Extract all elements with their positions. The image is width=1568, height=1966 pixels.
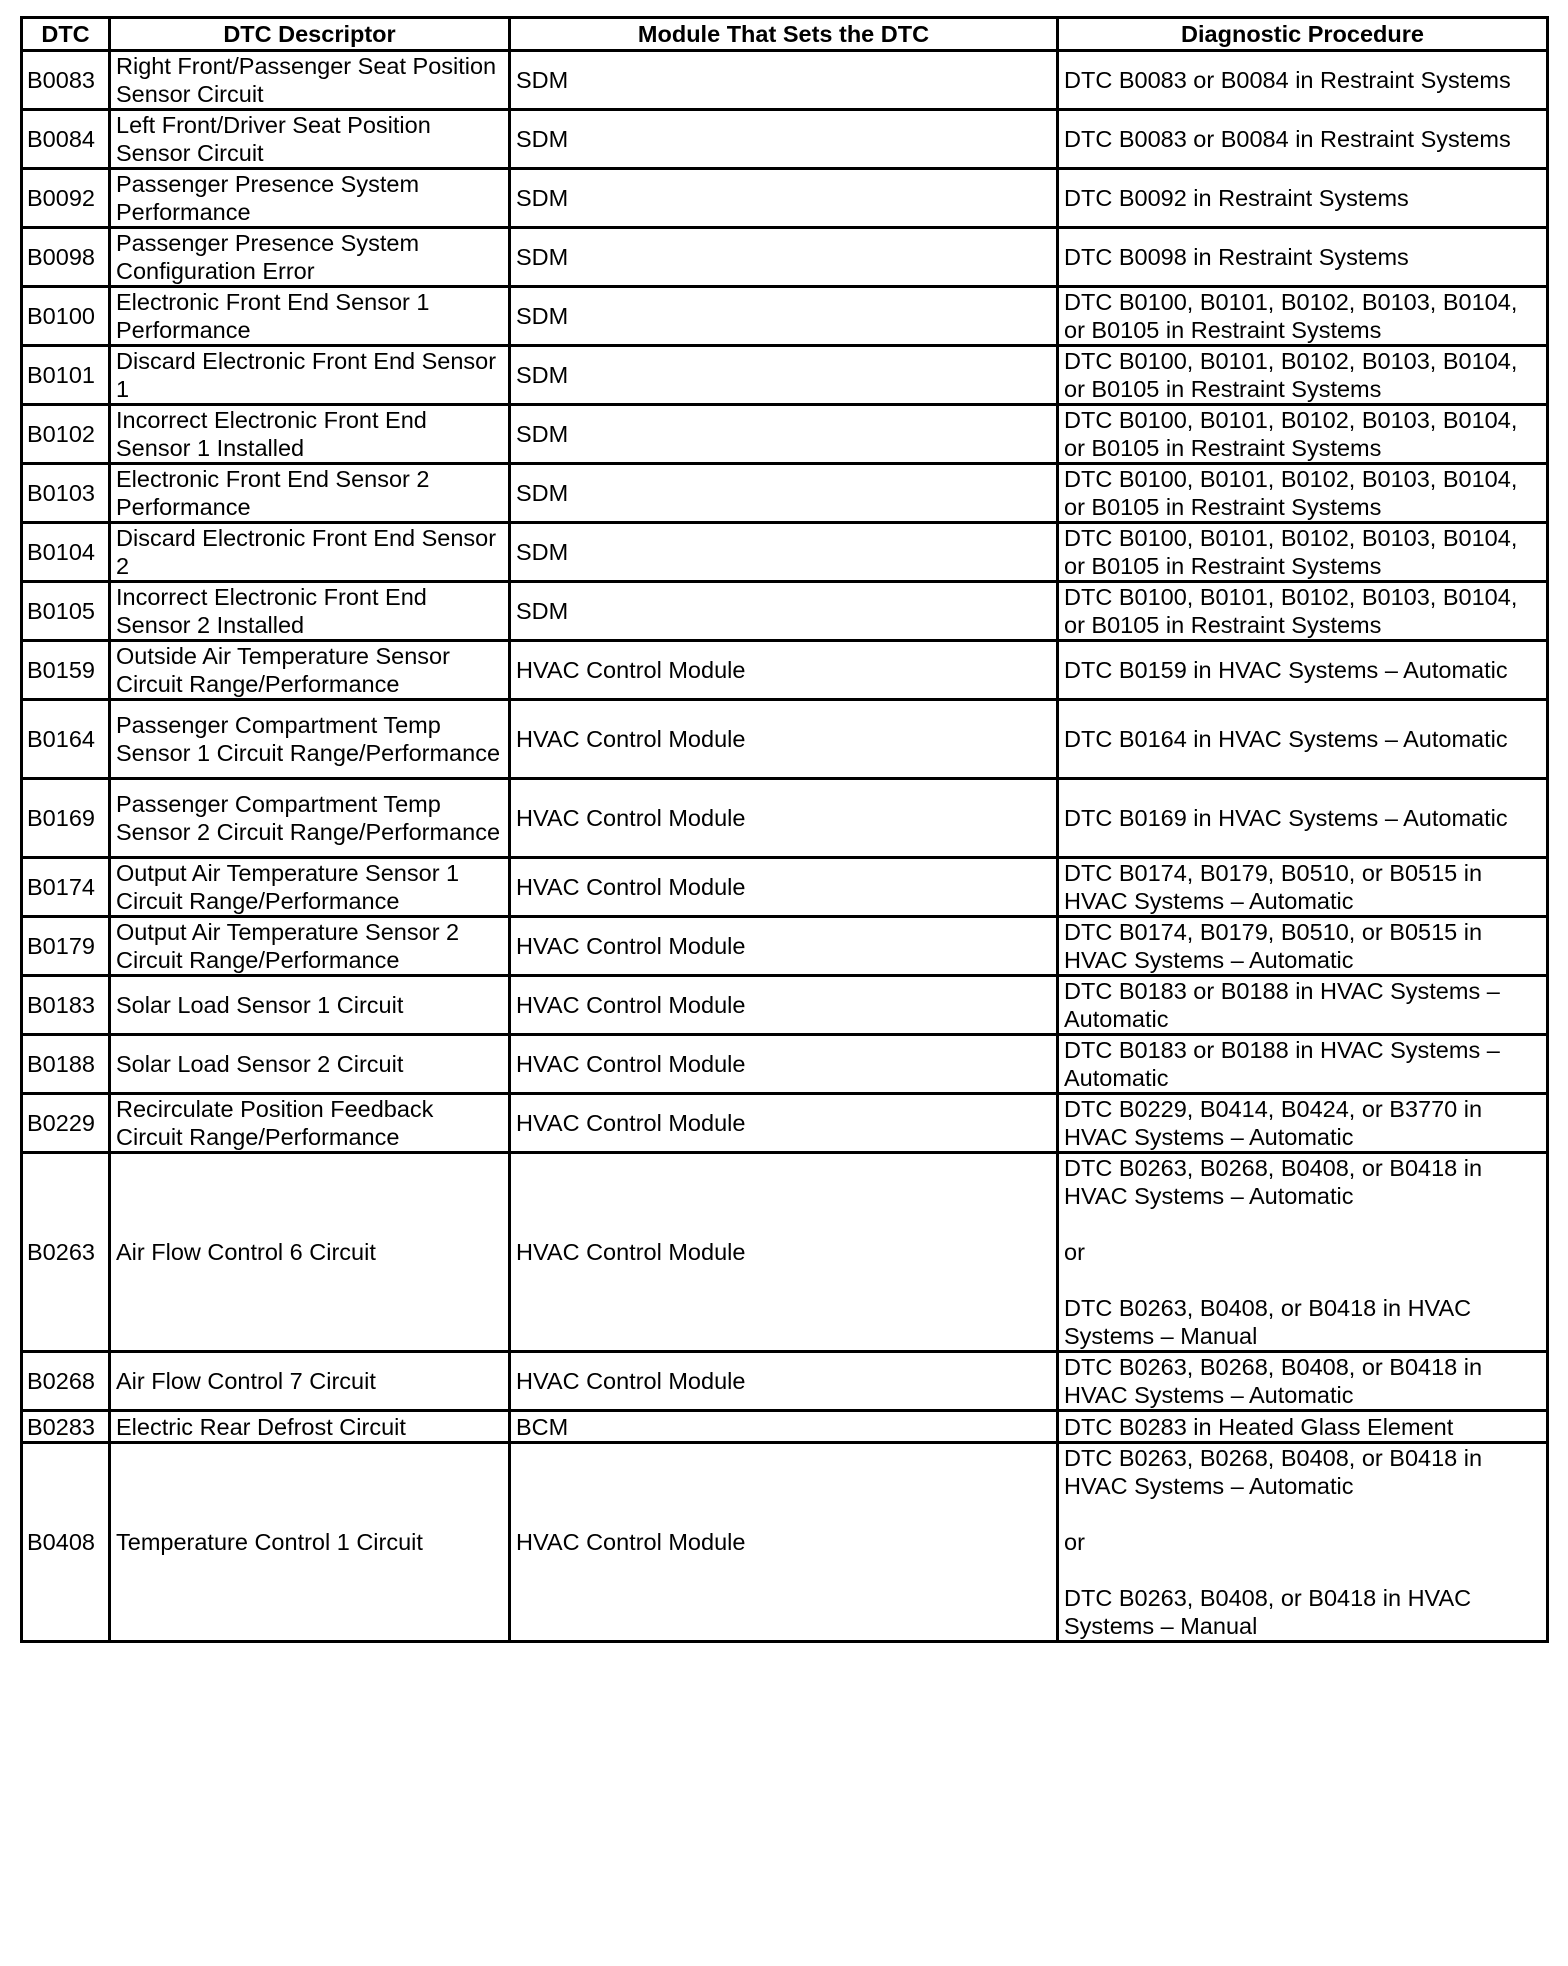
cell-procedure: DTC B0159 in HVAC Systems – Automatic: [1058, 641, 1548, 700]
cell-descriptor: Air Flow Control 7 Circuit: [110, 1352, 510, 1411]
cell-procedure: DTC B0100, B0101, B0102, B0103, B0104, or B0105 in Restraint Systems: [1058, 287, 1548, 346]
cell-procedure: DTC B0100, B0101, B0102, B0103, B0104, or B0105 in Restraint Systems: [1058, 405, 1548, 464]
cell-module: SDM: [510, 523, 1058, 582]
cell-procedure: DTC B0263, B0268, B0408, or B0418 in HVAC Systems – Automatic or DTC B0263, B0408, or B0418 in HVAC Systems – Manual: [1058, 1443, 1548, 1642]
table-body: [22, 51, 1548, 1642]
cell-descriptor: Right Front/Passenger Seat Position Sensor Circuit: [110, 51, 510, 110]
cell-module: SDM: [510, 582, 1058, 641]
table-row: [22, 405, 1548, 464]
table-row: [22, 169, 1548, 228]
cell-module: HVAC Control Module: [510, 858, 1058, 917]
cell-descriptor: Passenger Compartment Temp Sensor 2 Circuit Range/Performance: [110, 779, 510, 858]
cell-module: HVAC Control Module: [510, 779, 1058, 858]
header-row: [22, 18, 1548, 51]
cell-descriptor: Passenger Presence System Configuration Error: [110, 228, 510, 287]
cell-descriptor: Incorrect Electronic Front End Sensor 2 Installed: [110, 582, 510, 641]
cell-dtc-code: B0101: [22, 346, 110, 405]
cell-descriptor: Incorrect Electronic Front End Sensor 1 Installed: [110, 405, 510, 464]
cell-descriptor: Discard Electronic Front End Sensor 1: [110, 346, 510, 405]
cell-module: SDM: [510, 110, 1058, 169]
cell-procedure: DTC B0092 in Restraint Systems: [1058, 169, 1548, 228]
cell-dtc-code: B0179: [22, 917, 110, 976]
cell-procedure: DTC B0100, B0101, B0102, B0103, B0104, or B0105 in Restraint Systems: [1058, 582, 1548, 641]
cell-module: HVAC Control Module: [510, 700, 1058, 779]
header-descriptor: DTC Descriptor: [110, 18, 510, 51]
table-row: [22, 976, 1548, 1035]
cell-procedure: DTC B0283 in Heated Glass Element: [1058, 1411, 1548, 1443]
cell-dtc-code: B0188: [22, 1035, 110, 1094]
cell-module: HVAC Control Module: [510, 1035, 1058, 1094]
cell-descriptor: Recirculate Position Feedback Circuit Range/Performance: [110, 1094, 510, 1153]
cell-procedure: DTC B0083 or B0084 in Restraint Systems: [1058, 110, 1548, 169]
cell-module: SDM: [510, 464, 1058, 523]
cell-procedure: DTC B0263, B0268, B0408, or B0418 in HVAC Systems – Automatic: [1058, 1352, 1548, 1411]
cell-procedure: DTC B0183 or B0188 in HVAC Systems – Automatic: [1058, 1035, 1548, 1094]
cell-dtc-code: B0083: [22, 51, 110, 110]
table-row: [22, 779, 1548, 858]
cell-module: SDM: [510, 169, 1058, 228]
cell-dtc-code: B0174: [22, 858, 110, 917]
cell-dtc-code: B0164: [22, 700, 110, 779]
cell-module: SDM: [510, 51, 1058, 110]
cell-descriptor: Electronic Front End Sensor 2 Performance: [110, 464, 510, 523]
cell-dtc-code: B0159: [22, 641, 110, 700]
table-row: [22, 464, 1548, 523]
cell-descriptor: Solar Load Sensor 1 Circuit: [110, 976, 510, 1035]
cell-descriptor: Electronic Front End Sensor 1 Performance: [110, 287, 510, 346]
dtc-table: [20, 16, 1549, 1643]
cell-procedure: DTC B0229, B0414, B0424, or B3770 in HVAC Systems – Automatic: [1058, 1094, 1548, 1153]
table-row: [22, 346, 1548, 405]
cell-dtc-code: B0229: [22, 1094, 110, 1153]
table-row: [22, 1094, 1548, 1153]
cell-descriptor: Left Front/Driver Seat Position Sensor Circuit: [110, 110, 510, 169]
table-row: [22, 582, 1548, 641]
cell-dtc-code: B0104: [22, 523, 110, 582]
cell-dtc-code: B0263: [22, 1153, 110, 1352]
table-row: [22, 1035, 1548, 1094]
table-row: [22, 287, 1548, 346]
cell-dtc-code: B0408: [22, 1443, 110, 1642]
table-row: [22, 523, 1548, 582]
cell-procedure: DTC B0164 in HVAC Systems – Automatic: [1058, 700, 1548, 779]
cell-module: SDM: [510, 228, 1058, 287]
table-row: [22, 858, 1548, 917]
cell-module: HVAC Control Module: [510, 917, 1058, 976]
cell-dtc-code: B0268: [22, 1352, 110, 1411]
cell-procedure: DTC B0183 or B0188 in HVAC Systems – Automatic: [1058, 976, 1548, 1035]
cell-descriptor: Outside Air Temperature Sensor Circuit Range/Performance: [110, 641, 510, 700]
cell-descriptor: Air Flow Control 6 Circuit: [110, 1153, 510, 1352]
cell-procedure: DTC B0100, B0101, B0102, B0103, B0104, or B0105 in Restraint Systems: [1058, 464, 1548, 523]
cell-procedure: DTC B0174, B0179, B0510, or B0515 in HVAC Systems – Automatic: [1058, 858, 1548, 917]
table-row: [22, 917, 1548, 976]
cell-dtc-code: B0084: [22, 110, 110, 169]
cell-module: SDM: [510, 346, 1058, 405]
header-dtc: DTC: [22, 18, 110, 51]
cell-dtc-code: B0098: [22, 228, 110, 287]
cell-descriptor: Solar Load Sensor 2 Circuit: [110, 1035, 510, 1094]
cell-procedure: DTC B0100, B0101, B0102, B0103, B0104, or B0105 in Restraint Systems: [1058, 523, 1548, 582]
cell-module: SDM: [510, 287, 1058, 346]
cell-dtc-code: B0183: [22, 976, 110, 1035]
cell-module: SDM: [510, 405, 1058, 464]
cell-module: HVAC Control Module: [510, 1094, 1058, 1153]
cell-procedure: DTC B0100, B0101, B0102, B0103, B0104, or B0105 in Restraint Systems: [1058, 346, 1548, 405]
table-row: [22, 228, 1548, 287]
table-row: [22, 51, 1548, 110]
table-row: [22, 1411, 1548, 1443]
cell-dtc-code: B0102: [22, 405, 110, 464]
cell-dtc-code: B0103: [22, 464, 110, 523]
cell-procedure: DTC B0169 in HVAC Systems – Automatic: [1058, 779, 1548, 858]
cell-procedure: DTC B0098 in Restraint Systems: [1058, 228, 1548, 287]
table-row: [22, 1443, 1548, 1642]
table-row: [22, 1153, 1548, 1352]
cell-descriptor: Passenger Presence System Performance: [110, 169, 510, 228]
table-row: [22, 641, 1548, 700]
header-procedure: Diagnostic Procedure: [1058, 18, 1548, 51]
cell-descriptor: Electric Rear Defrost Circuit: [110, 1411, 510, 1443]
cell-descriptor: Output Air Temperature Sensor 1 Circuit Range/Performance: [110, 858, 510, 917]
cell-module: HVAC Control Module: [510, 976, 1058, 1035]
cell-dtc-code: B0169: [22, 779, 110, 858]
cell-descriptor: Passenger Compartment Temp Sensor 1 Circuit Range/Performance: [110, 700, 510, 779]
cell-module: BCM: [510, 1411, 1058, 1443]
table-row: [22, 110, 1548, 169]
table-row: [22, 700, 1548, 779]
cell-procedure: DTC B0174, B0179, B0510, or B0515 in HVAC Systems – Automatic: [1058, 917, 1548, 976]
cell-module: HVAC Control Module: [510, 1153, 1058, 1352]
cell-dtc-code: B0092: [22, 169, 110, 228]
table-row: [22, 1352, 1548, 1411]
cell-module: HVAC Control Module: [510, 1352, 1058, 1411]
cell-procedure: DTC B0083 or B0084 in Restraint Systems: [1058, 51, 1548, 110]
cell-descriptor: Output Air Temperature Sensor 2 Circuit Range/Performance: [110, 917, 510, 976]
cell-procedure: DTC B0263, B0268, B0408, or B0418 in HVAC Systems – Automatic or DTC B0263, B0408, or B0418 in HVAC Systems – Manual: [1058, 1153, 1548, 1352]
cell-module: HVAC Control Module: [510, 1443, 1058, 1642]
cell-dtc-code: B0100: [22, 287, 110, 346]
cell-dtc-code: B0283: [22, 1411, 110, 1443]
header-module: Module That Sets the DTC: [510, 18, 1058, 51]
cell-descriptor: Discard Electronic Front End Sensor 2: [110, 523, 510, 582]
cell-descriptor: Temperature Control 1 Circuit: [110, 1443, 510, 1642]
cell-module: HVAC Control Module: [510, 641, 1058, 700]
cell-dtc-code: B0105: [22, 582, 110, 641]
